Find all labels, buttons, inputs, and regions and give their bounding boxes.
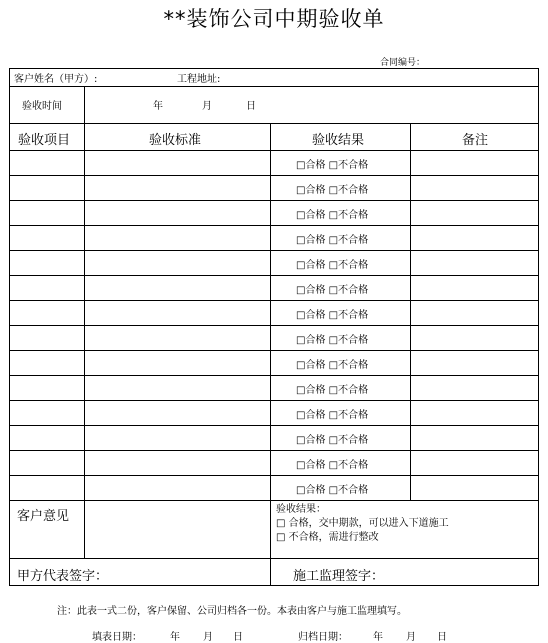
table-row-divider [10,450,538,451]
result-options[interactable]: □合格 □不合格 [296,160,369,171]
fill-date-year: 年 [170,632,180,643]
result-pass-option[interactable]: □ 合格，交中期款，可以进入下道施工 [276,518,449,529]
column-header-standard: 验收标准 [149,133,202,148]
column-header-remark: 备注 [462,133,489,148]
archive-date-label: 归档日期： [298,632,348,643]
page-title: **装饰公司中期验收单 [163,7,385,31]
table-row-divider [10,275,538,276]
result-options[interactable]: □合格 □不合格 [296,435,369,446]
inspection-form [9,68,539,586]
customer-opinion-label: 客户意见 [17,509,70,524]
site-address-label: 工程地址: [177,74,221,85]
table-row-divider [10,175,538,176]
result-options[interactable]: □合格 □不合格 [296,210,369,221]
archive-date-month: 月 [406,632,416,643]
column-divider [84,123,85,500]
date-year: 年 [153,101,163,112]
fill-date-month: 月 [203,632,213,643]
date-day: 日 [246,101,256,112]
result-options[interactable]: □合格 □不合格 [296,310,369,321]
table-row-divider [10,475,538,476]
result-options[interactable]: □合格 □不合格 [296,335,369,346]
archive-date-day: 日 [437,632,447,643]
table-row-divider [10,350,538,351]
result-options[interactable]: □合格 □不合格 [296,460,369,471]
table-row-divider [10,250,538,251]
customer-name-label: 客户姓名（甲方）: [14,74,98,85]
row-divider [10,123,538,124]
result-summary-heading: 验收结果： [276,504,326,515]
date-month: 月 [202,101,212,112]
row-divider [10,150,538,151]
column-divider [84,500,85,558]
column-header-result: 验收结果 [312,133,365,148]
result-options[interactable]: □合格 □不合格 [296,485,369,496]
result-options[interactable]: □合格 □不合格 [296,260,369,271]
result-options[interactable]: □合格 □不合格 [296,285,369,296]
column-divider [84,86,85,123]
result-fail-option[interactable]: □ 不合格，需进行整改 [276,532,379,543]
column-header-item: 验收项目 [18,133,71,148]
table-row-divider [10,375,538,376]
result-options[interactable]: □合格 □不合格 [296,410,369,421]
column-divider [270,500,271,558]
table-row-divider [10,400,538,401]
fill-date-label: 填表日期： [92,632,142,643]
table-row-divider [10,200,538,201]
table-bottom-line [10,500,538,501]
form-note: 注：此表一式二份，客户保留、公司归档各一份。本表由客户与施工监理填写。 [57,606,407,617]
table-row-divider [10,425,538,426]
column-divider [410,123,411,500]
row-divider [10,558,538,559]
table-row-divider [10,225,538,226]
table-row-divider [10,325,538,326]
archive-date-year: 年 [373,632,383,643]
result-options[interactable]: □合格 □不合格 [296,185,369,196]
party-a-signature-label: 甲方代表签字： [17,569,109,584]
result-options[interactable]: □合格 □不合格 [296,385,369,396]
column-divider [270,558,271,586]
result-options[interactable]: □合格 □不合格 [296,360,369,371]
inspection-time-label: 验收时间 [22,101,62,112]
contract-number-label: 合同编号： [380,58,426,68]
table-row-divider [10,300,538,301]
supervisor-signature-label: 施工监理签字： [293,569,385,584]
column-divider [270,123,271,500]
result-options[interactable]: □合格 □不合格 [296,235,369,246]
fill-date-day: 日 [233,632,243,643]
row-divider [10,86,538,87]
